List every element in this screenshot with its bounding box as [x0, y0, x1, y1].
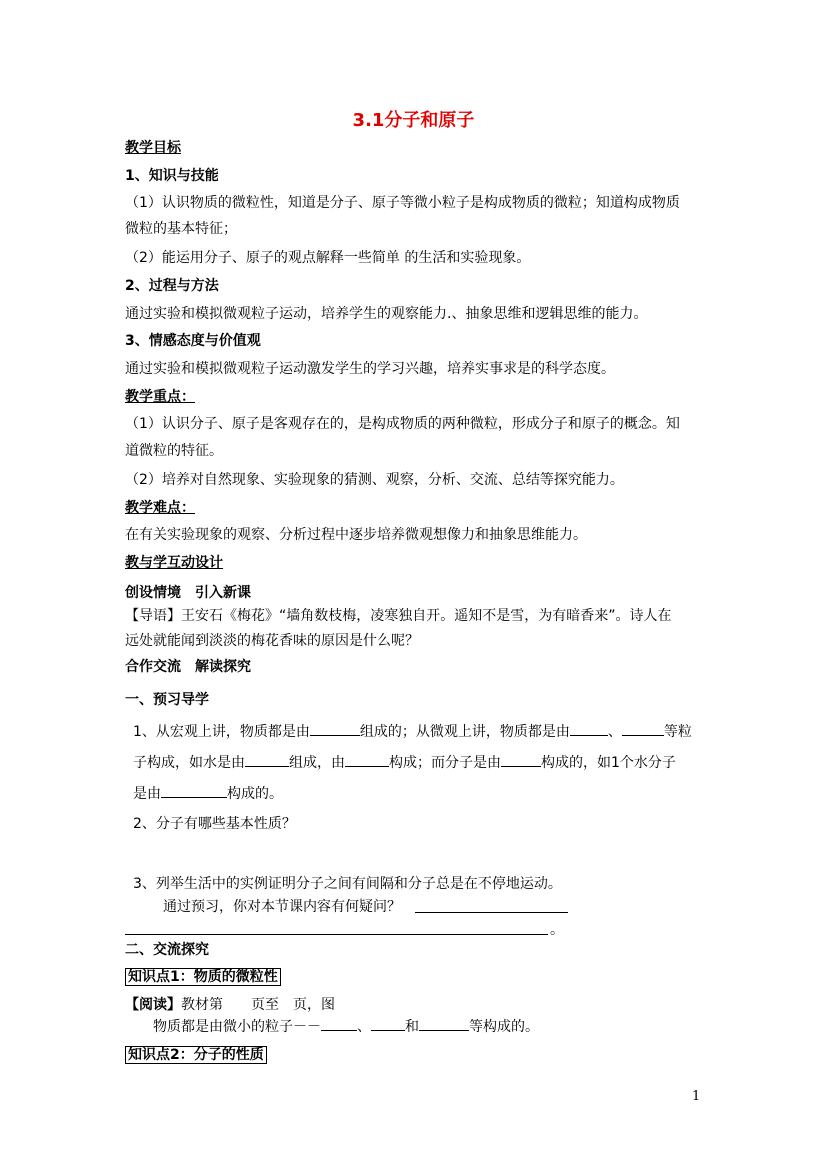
q1-blank-4[interactable]	[245, 752, 289, 767]
heading-process: 2、过程与方法	[125, 278, 219, 294]
knowledge-item-2: （2）能运用分子、原子的观点解释一些简单 的生活和实验现象。	[125, 250, 531, 266]
key-point-1-line-2: 道微粒的特征。	[125, 443, 223, 459]
doubt-answer-line-1[interactable]	[415, 912, 568, 913]
knowledge-item-1-line-2: 微粒的基本特征；	[125, 221, 237, 237]
heading-explore: 二、交流探究	[125, 942, 209, 958]
q1-blank-6[interactable]	[501, 752, 541, 767]
kp1-text-c: 和	[405, 1019, 419, 1035]
q1-text-c: 、	[607, 724, 622, 740]
q1-text-h: 构成的，如1个水分子	[541, 755, 676, 771]
q1-text-f: 组成，由	[289, 755, 345, 771]
q1-blank-1[interactable]	[310, 721, 360, 736]
q1-text-i: 是由	[133, 786, 161, 802]
reading-label: 【阅读】	[125, 997, 181, 1013]
question-3: 3、列举生活中的实例证明分子之间有间隔和分子总是在不停地运动。	[133, 876, 562, 892]
reading-text: 教材第 页至 页，图	[181, 997, 335, 1013]
q1-text-e: 子构成，如水是由	[133, 755, 245, 771]
q1-text-b: 组成的；从微观上讲，物质都是由	[359, 724, 570, 740]
key-point-1-line-1: （1）认识分子、原子是客观存在的，是构成物质的两种微粒，形成分子和原子的概念。知	[125, 416, 680, 432]
heading-difficulties: 教学难点：	[125, 500, 195, 516]
emotion-text: 通过实验和模拟微观粒子运动激发学生的学习兴趣，培养实事求是的科学态度。	[125, 361, 615, 377]
kp1-text-d: 等构成的。	[469, 1019, 539, 1035]
question-2: 2、分子有哪些基本性质？	[133, 816, 296, 832]
q1-text-j: 构成的。	[227, 786, 283, 802]
question-1-line-1	[133, 721, 692, 742]
q1-text-g: 构成；而分子是由	[389, 755, 501, 771]
question-1-line-2	[133, 752, 676, 773]
kp1-text-b: 、	[357, 1019, 371, 1035]
heading-objectives: 教学目标	[125, 140, 181, 156]
knowledge-point-2-box: 知识点2：分子的性质	[125, 1046, 267, 1064]
kp1-blank-2[interactable]	[371, 1016, 405, 1031]
heading-emotion: 3、情感态度与价值观	[125, 333, 261, 349]
heading-key-points: 教学重点：	[125, 389, 195, 405]
page-title: 3.1分子和原子	[352, 110, 475, 131]
q1-text-a: 1、从宏观上讲，物质都是由	[133, 724, 310, 740]
doubt-answer-line-2[interactable]	[125, 934, 548, 935]
reading-line	[125, 995, 335, 1015]
kp1-blank-1[interactable]	[321, 1016, 357, 1031]
kp1-fill-line	[153, 1016, 539, 1037]
heading-scene: 创设情境 引入新课	[125, 585, 251, 601]
doubt-prompt: 通过预习，你对本节课内容有何疑问？	[163, 899, 401, 915]
process-text: 通过实验和模拟微观粒子运动，培养学生的观察能力.、抽象思维和逻辑思维的能力。	[125, 306, 648, 322]
doubt-end-mark: 。	[550, 922, 564, 938]
q1-text-d: 等粒	[663, 724, 692, 740]
knowledge-item-1-line-1: （1）认识物质的微粒性，知道是分子、原子等微小粒子是构成物质的微粒；知道构成物质	[125, 195, 680, 211]
knowledge-point-2	[125, 1045, 267, 1065]
key-point-2: （2）培养对自然现象、实验现象的猜测、观察，分析、交流、总结等探究能力。	[125, 472, 624, 488]
heading-preview: 一、预习导学	[125, 692, 209, 708]
q1-blank-5[interactable]	[345, 752, 389, 767]
knowledge-point-1-box: 知识点1：物质的微粒性	[125, 968, 281, 986]
heading-cooperation: 合作交流 解读探究	[125, 659, 251, 675]
question-1-line-3	[133, 783, 283, 804]
heading-knowledge: 1、知识与技能	[125, 168, 219, 184]
knowledge-point-1	[125, 967, 281, 987]
difficulties-text: 在有关实验现象的观察、分析过程中逐步培养微观想像力和抽象思维能力。	[125, 527, 587, 543]
heading-design: 教与学互动设计	[125, 555, 223, 571]
kp1-text-a: 物质都是由微小的粒子－－	[153, 1019, 321, 1035]
q1-blank-2[interactable]	[570, 721, 608, 736]
intro-line-2: 远处就能闻到淡淡的梅花香味的原因是什么呢？	[125, 633, 419, 649]
page-number: 1	[692, 1089, 701, 1104]
intro-line-1: 【导语】王安石《梅花》“墙角数枝梅，凌寒独自开。遥知不是雪，为有暗香来”。诗人在	[125, 608, 672, 624]
q1-blank-7[interactable]	[161, 783, 227, 798]
kp1-blank-3[interactable]	[419, 1016, 469, 1031]
q1-blank-3[interactable]	[622, 721, 664, 736]
